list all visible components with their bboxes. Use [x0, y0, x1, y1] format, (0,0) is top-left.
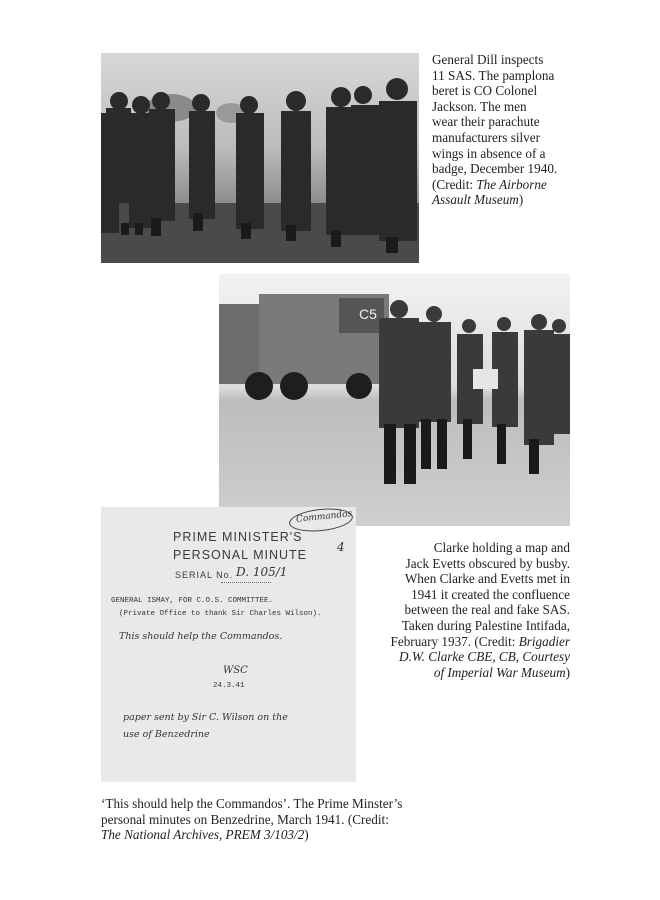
caption-minute-credit-close: ) — [304, 827, 309, 843]
document-handwritten-footer-2: use of Benzedrine — [123, 729, 210, 740]
photo-clarke-map-image — [219, 274, 570, 526]
document-handwritten-corner: Commandos — [295, 509, 353, 525]
caption-dill-credit-line — [432, 177, 632, 193]
caption-clarke-line: Taken during Palestine Intifada, — [401, 617, 570, 633]
caption-clarke-line: between the real and fake SAS. — [404, 602, 570, 618]
caption-clarke-line: Jack Evetts obscured by busby. — [405, 555, 570, 571]
caption-clarke — [362, 540, 570, 680]
caption-dill-line: beret is CO Colonel — [432, 83, 538, 99]
caption-clarke-credit: D.W. Clarke CBE, CB, Courtesy — [399, 649, 570, 665]
caption-minute-line: personal minutes on Benzedrine, March 1941. (Credit: — [101, 811, 389, 827]
caption-clarke-credit-line — [362, 649, 570, 665]
caption-clarke-credit-prefix: February 1937. (Credit: — [390, 633, 519, 649]
document-scan-personal-minute — [101, 507, 356, 782]
caption-clarke-line: When Clarke and Evetts met in — [404, 571, 570, 587]
caption-minute-line: ‘This should help the Commandos’. The Prime Minster’s — [101, 796, 403, 811]
document-subtitle: PERSONAL MINUTE — [173, 548, 308, 562]
caption-clarke-credit: of Imperial War Museum — [433, 664, 566, 680]
caption-dill-credit-line — [432, 192, 632, 208]
caption-dill-credit: Assault Museum — [432, 192, 519, 208]
document-handwritten-note: This should help the Commandos. — [119, 631, 283, 642]
caption-dill-line: 11 SAS. The pamplona — [432, 67, 555, 83]
document-title: PRIME MINISTER'S — [173, 530, 303, 544]
caption-dill-line: General Dill inspects — [432, 52, 544, 67]
document-typed-line-2: (Private Office to thank Sir Charles Wilson). — [119, 610, 322, 618]
svg-text:C5: C5 — [359, 306, 377, 322]
photo-dill-inspection — [101, 53, 419, 263]
document-initials: WSC — [223, 665, 248, 676]
document-serial-value: D. 105/1 — [236, 565, 288, 579]
caption-dill-line: wings in absence of a — [432, 145, 546, 161]
document-typed-line-1: GENERAL ISMAY, FOR C.O.S. COMMITTEE. — [111, 597, 274, 605]
caption-minute-credit: The National Archives, PREM 3/103/2 — [101, 827, 305, 843]
document-typed-date: 24.3.41 — [213, 682, 245, 690]
caption-dill-line: Jackson. The men — [432, 98, 527, 114]
caption-dill-credit: The Airborne — [476, 176, 547, 192]
caption-clarke-line: Clarke holding a map and — [433, 540, 570, 555]
caption-minute-credit-line — [101, 827, 431, 843]
caption-clarke-line: 1941 it created the confluence — [411, 586, 570, 602]
caption-dill-line: badge, December 1940. — [432, 161, 558, 177]
caption-clarke-credit-line — [362, 665, 570, 681]
document-serial-underline — [221, 582, 271, 583]
document-handwritten-number: 4 — [337, 540, 345, 554]
photo-clarke-map — [219, 274, 570, 526]
document-serial-label: SERIAL No. — [175, 570, 234, 580]
caption-clarke-credit-close: ) — [565, 664, 570, 680]
caption-clarke-credit: Brigadier — [518, 633, 570, 649]
photo-dill-inspection-image — [101, 53, 419, 263]
caption-dill — [432, 52, 632, 208]
caption-dill-line: wear their parachute — [432, 114, 540, 130]
document-handwritten-footer-1: paper sent by Sir C. Wilson on the — [123, 712, 288, 723]
caption-dill-line: manufacturers silver — [432, 129, 541, 145]
caption-dill-credit-prefix: (Credit: — [432, 176, 477, 192]
caption-clarke-credit-line — [362, 634, 570, 650]
caption-minute — [101, 796, 431, 843]
caption-dill-credit-close: ) — [518, 192, 524, 208]
